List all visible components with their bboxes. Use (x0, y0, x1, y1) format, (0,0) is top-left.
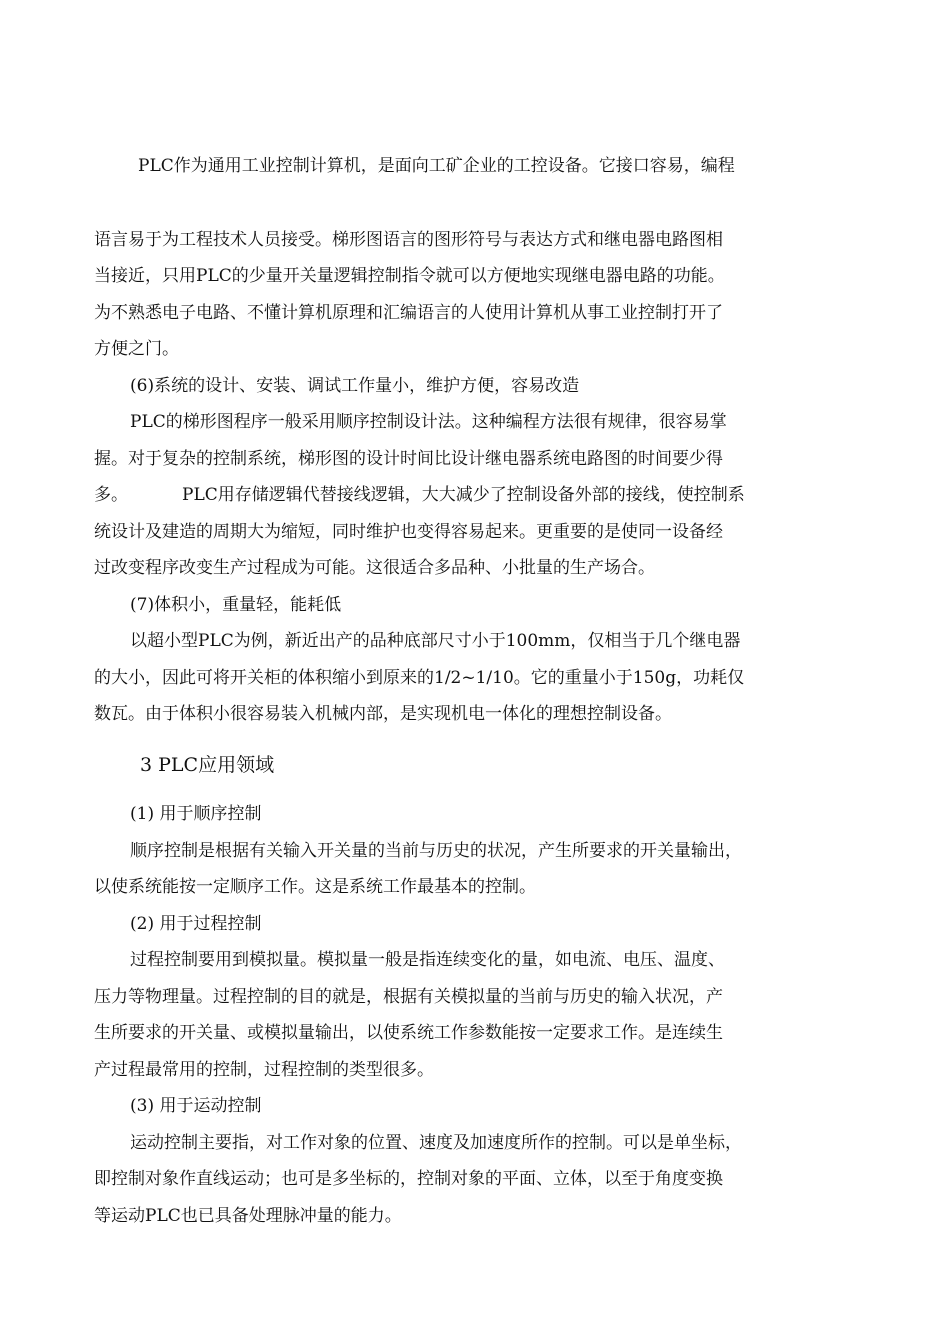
para1-line-4: 为不熟悉电子电路、不懂计算机原理和汇编语言的人使用计算机从事工业控制打开了 (94, 303, 723, 323)
sub2-line-2: 压力等物理量。过程控制的目的就是，根据有关模拟量的当前与历史的输入状况，产 (94, 987, 723, 1007)
item7-title: (7)体积小，重量轻，能耗低 (130, 595, 342, 615)
para6-line-4: 统设计及建造的周期大为缩短，同时维护也变得容易起来。更重要的是使同一设备经 (94, 522, 723, 542)
para6-line-3 (94, 484, 834, 506)
para7-line-2: 的大小，因此可将开关柜的体积缩小到原来的1/2~1/10。它的重量小于150g，功耗仅 (94, 668, 745, 688)
sub3-line-2: 即控制对象作直线运动；也可是多坐标的，控制对象的平面、立体，以至于角度变换 (94, 1169, 723, 1189)
sub2-line-3: 生所要求的开关量、或模拟量输出，以使系统工作参数能按一定要求工作。是连续生 (94, 1023, 723, 1043)
para1-line-2: 语言易于为工程技术人员接受。梯形图语言的图形符号与表达方式和继电器电路图相 (94, 230, 723, 250)
sub2-line-4: 产过程最常用的控制，过程控制的类型很多。 (94, 1060, 434, 1080)
sub1-line-2: 以使系统能按一定顺序工作。这是系统工作最基本的控制。 (94, 877, 536, 897)
item6-title: (6)系统的设计、安装、调试工作量小，维护方便，容易改造 (130, 376, 580, 396)
sub1-line-1: 顺序控制是根据有关输入开关量的当前与历史的状况，产生所要求的开关量输出， (130, 841, 742, 861)
para1-line-1: PLC作为通用工业控制计算机，是面向工矿企业的工控设备。它接口容易，编程 (138, 156, 735, 176)
para6-line-5: 过改变程序改变生产过程成为可能。这很适合多品种、小批量的生产场合。 (94, 558, 655, 578)
sub2-line-1: 过程控制要用到模拟量。模拟量一般是指连续变化的量，如电流、电压、温度、 (130, 950, 725, 970)
subsection-2-title: (2) 用于过程控制 (130, 914, 262, 934)
para7-line-3: 数瓦。由于体积小很容易装入机械内部，是实现机电一体化的理想控制设备。 (94, 704, 672, 724)
sub3-line-3: 等运动PLC也已具备处理脉冲量的能力。 (94, 1206, 402, 1226)
section-3-heading: 3 PLC应用领域 (140, 754, 275, 776)
para7-line-1: 以超小型PLC为例，新近出产的品种底部尺寸小于100mm，仅相当于几个继电器 (130, 631, 741, 651)
para6-line-3-start: 多。 (94, 485, 128, 505)
para1-line-5: 方便之门。 (94, 339, 179, 359)
subsection-3-title: (3) 用于运动控制 (130, 1096, 262, 1116)
para6-line-3-rest: PLC用存储逻辑代替接线逻辑，大大减少了控制设备外部的接线，使控制系 (182, 485, 745, 505)
sub3-line-1: 运动控制主要指，对工作对象的位置、速度及加速度所作的控制。可以是单坐标， (130, 1133, 742, 1153)
para6-line-1: PLC的梯形图程序一般采用顺序控制设计法。这种编程方法很有规律，很容易掌 (130, 412, 727, 432)
para1-line-3: 当接近，只用PLC的少量开关量逻辑控制指令就可以方便地实现继电器电路的功能。 (94, 266, 725, 286)
subsection-1-title: (1) 用于顺序控制 (130, 804, 262, 824)
para6-line-2: 握。对于复杂的控制系统，梯形图的设计时间比设计继电器系统电路图的时间要少得 (94, 449, 723, 469)
